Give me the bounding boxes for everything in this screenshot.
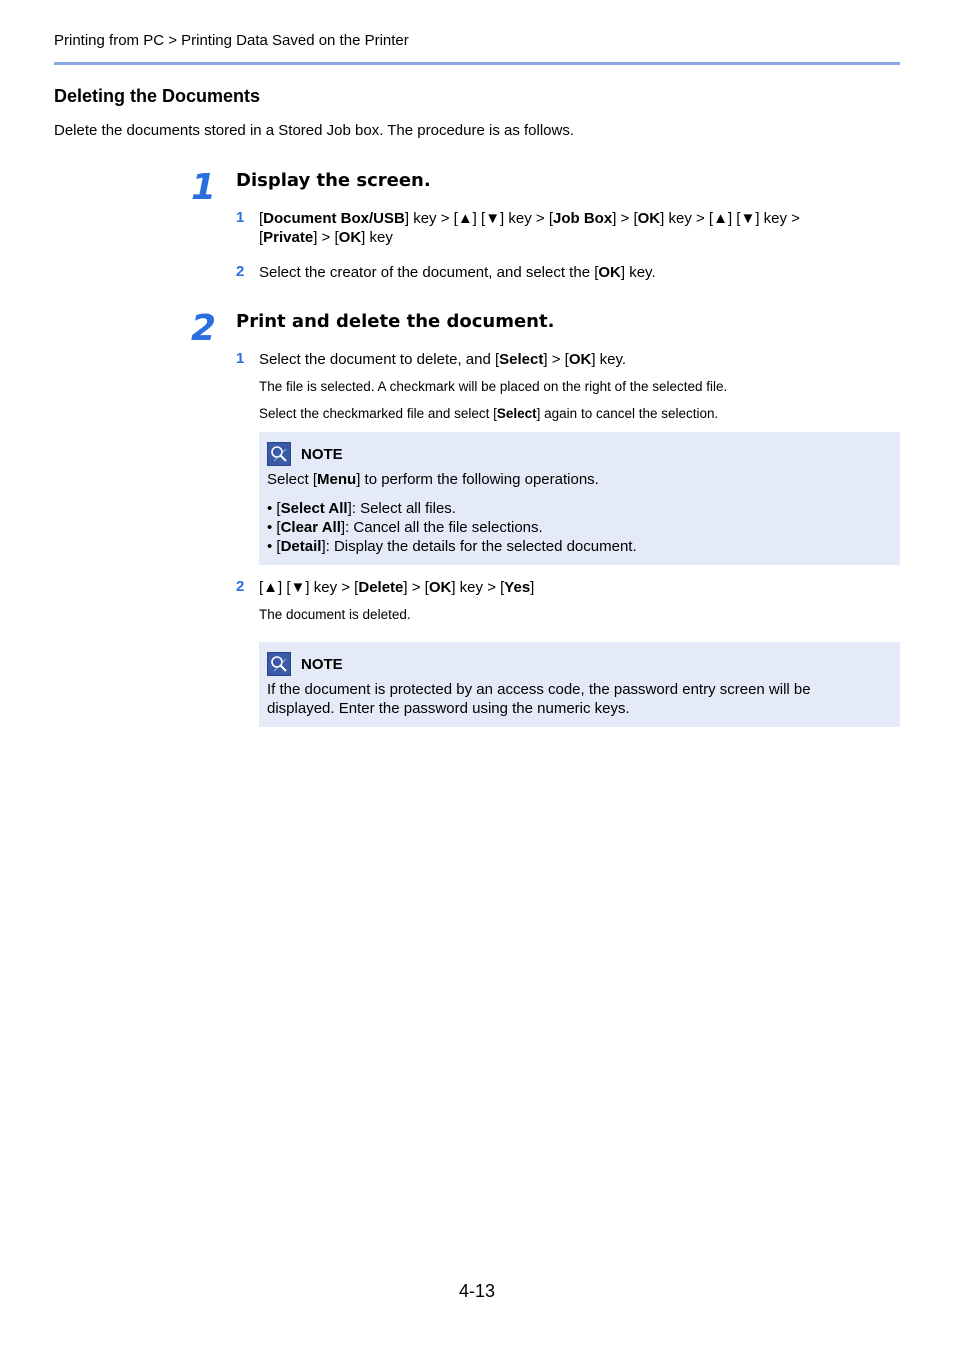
key-select-all: Select All	[280, 500, 348, 517]
key-yes: Yes	[504, 579, 531, 596]
note-box-2	[259, 642, 900, 727]
note-1-intro: Select [Menu] to perform the following operations.	[267, 471, 599, 488]
key-select: Select	[499, 351, 544, 368]
note-icon	[267, 442, 291, 466]
step-1-title: Display the screen.	[236, 170, 431, 191]
note-1-body	[267, 470, 637, 556]
list-item: • [Select All]: Select all files.	[267, 500, 456, 517]
key-private: Private	[263, 229, 314, 246]
note-header	[267, 652, 343, 676]
key-detail: Detail	[280, 538, 322, 555]
list-item: • [Clear All]: Cancel all the file selections.	[267, 519, 543, 536]
substep-1-1-text: [Document Box/USB] key > [▲] [▼] key > [Job Box] > [OK] key > [▲] [▼] key > [Private] > [OK] key	[259, 210, 800, 246]
substep-2-1-number: 1	[236, 350, 245, 367]
header-divider	[54, 62, 900, 65]
step-2-number: 2	[191, 308, 217, 349]
note-box-1	[259, 432, 900, 565]
key-ok: OK	[568, 351, 592, 368]
key-job-box: Job Box	[553, 210, 613, 227]
substep-2-1-detail-2: Select the checkmarked file and select [Select] again to cancel the selection.	[259, 406, 719, 421]
substep-2-1-detail-1: The file is selected. A checkmark will be placed on the right of the selected file.	[259, 379, 728, 394]
page-number: 4-13	[458, 1281, 496, 1301]
key-delete: Delete	[358, 579, 404, 596]
note-icon	[267, 652, 291, 676]
key-ok: OK	[428, 579, 452, 596]
note-label: NOTE	[301, 445, 343, 463]
substep-2-1-text: Select the document to delete, and [Select] > [OK] key.	[259, 351, 627, 368]
step-2-title: Print and delete the document.	[236, 311, 555, 332]
step-1-number: 1	[191, 167, 217, 208]
key-document-box: Document Box/USB	[263, 210, 405, 227]
key-select: Select	[496, 406, 537, 421]
section-intro: Delete the documents stored in a Stored Job box. The procedure is as follows.	[54, 122, 575, 139]
substep-2-2-number: 2	[236, 578, 245, 595]
key-ok: OK	[338, 229, 362, 246]
substep-1-2-number: 2	[236, 263, 245, 280]
note-header	[267, 442, 343, 466]
section-title: Deleting the Documents	[54, 86, 261, 106]
substep-1-2-text: Select the creator of the document, and select the [OK] key.	[259, 264, 656, 281]
breadcrumb: Printing from PC > Printing Data Saved on the Printer	[54, 32, 409, 49]
key-ok: OK	[598, 264, 621, 281]
note-label: NOTE	[301, 655, 343, 673]
key-clear-all: Clear All	[280, 519, 341, 536]
substep-2-2-text: [▲] [▼] key > [Delete] > [OK] key > [Yes]	[259, 579, 535, 596]
key-menu: Menu	[317, 471, 357, 488]
list-item: • [Detail]: Display the details for the selected document.	[267, 538, 637, 555]
note-2-body: If the document is protected by an access code, the password entry screen will be displayed. Enter the password using the numeric keys.	[267, 681, 811, 717]
substep-1-1-number: 1	[236, 209, 245, 226]
substep-2-2-detail: The document is deleted.	[259, 607, 411, 622]
key-ok: OK	[637, 210, 661, 227]
